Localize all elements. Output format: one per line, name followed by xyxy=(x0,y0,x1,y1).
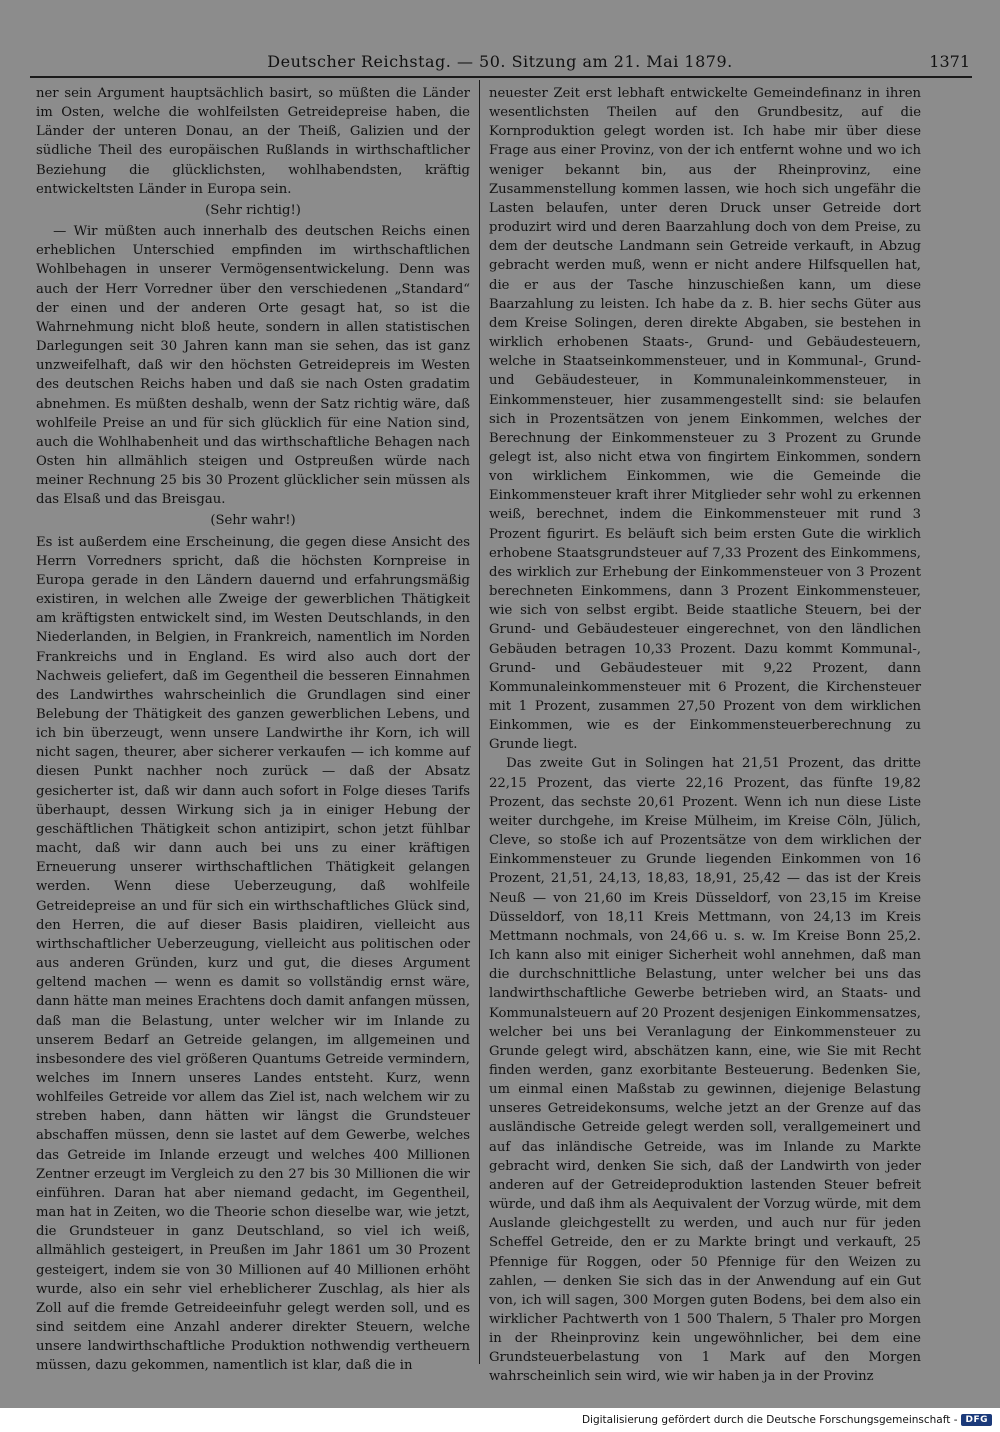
paragraph: — Wir müßten auch innerhalb des deutschen Reichs einen erheblichen Unterschied empfinden im wirthschaftlichen Wohlbehagen in unserer Vermögensentwickelung. Denn was auch der Herr Vorredner über den verschiedenen „Standard“ der einen und der anderen Orte gesagt hat, so ist die Wahrnehmung nicht bloß heute, sondern in allen statistischen Darlegungen seit 30 Jahren kann man sie sehen, das ist ganz unzweifelhaft, daß wir den höchsten Getreidepreis im Westen des deutschen Reichs haben und daß sie nach Osten gradatim abnehmen. Es müßten deshalb, wenn der Satz richtig wäre, daß wohlfeile Preise an und für sich glücklich für eine Nation sind, auch die Wohlhabenheit und das wirthschaftliche Behagen nach Osten hin allmählich steigen und Ostpreußen würde nach meiner Rechnung 25 bis 30 Prozent glücklicher sein müssen als das Elsaß und das Breisgau. xyxy=(36,224,470,508)
dfg-logo: DFG xyxy=(961,1414,992,1426)
paragraph: neuester Zeit erst lebhaft entwickelte Gemeindefinanz in ihren wesentlichsten Theilen auf den Grundbesitz, auf die Kornproduktion gelegt worden ist. Ich habe mir über diese Frage aus einer Provinz, von der ich entfernt wohne und wo ich weniger bekannt bin, aus der Rheinprovinz, eine Zusammenstellung kommen lassen, wie hoch sich ungefähr die Lasten belaufen, unter deren Druck unser Getreide dort produzirt wird und deren Baarzahlung doch von dem Preise, zu dem der deutsche Landmann sein Getreide verkauft, in Abzug gebracht werden muß, wenn er nicht andere Hilfsquellen hat, die er aus der Tasche hinzuschießen kann, um diese Baarzahlung zu leisten. Ich habe da z. B. hier sechs Güter aus dem Kreise Solingen, deren direkte Abgaben, sie bestehen in wirklich erhobenen Staats-, Grund- und Gebäudesteuern, welche in Staatseinkommensteuer, und in Kommunal-, Grund- und Gebäudesteuer, in Kommunaleinkommensteuer, in Einkommensteuer, hier zusammengestellt sind: sie belaufen sich in Prozentsätzen von jenem Einkommen, welches der Berechnung der Einkommensteuer zu 3 Prozent zu Grunde gelegt ist, also nicht etwa von fingirtem Einkommen, sondern von wirklichem Einkommen, wie die Gemeinde die Einkommensteuer kraft ihrer Mitglieder sehr wohl zu erkennen weiß, berechnet, indem die Einkommensteuer mit rund 3 Prozent figurirt. Es beläuft sich beim ersten Gute die wirklich erhobene Staatsgrundsteuer auf 7,33 Prozent des Einkommens, des wirklich zur Erhebung der Einkommensteuer von 3 Prozent berechneten Einkommens, dann 3 Prozent Einkommensteuer, wie sich von selbst ergibt. Beide staatliche Steuern, bei der Grund- und Gebäudesteuer eingerechnet, von den ländlichen Gebäuden betragen 10,33 Prozent. Dazu kommt Kommunal-, Grund- und Gebäudesteuer mit 9,22 Prozent, dann Kommunaleinkommensteuer mit 6 Prozent, die Kirchensteuer mit 1 Prozent, zusammen 27,50 Prozent von dem wirklichen Einkommen, wie es der Einkommensteuerberechnung zu Grunde liegt. xyxy=(489,86,921,753)
running-title: Deutscher Reichstag. — 50. Sitzung am 21. Mai 1879. xyxy=(267,52,733,71)
page-header xyxy=(30,52,970,76)
interjection: (Sehr richtig!) xyxy=(205,202,301,218)
left-column xyxy=(36,84,471,1374)
right-column xyxy=(489,84,921,1385)
paragraph: Es ist außerdem eine Erscheinung, die gegen diese Ansicht des Herrn Vorredners spricht, daß die höchsten Kornpreise in Europa gerade in den Ländern dauernd und erfahrungsmäßig existiren, in welchen alle Zweige der gewerblichen Thätigkeit am kräftigsten entwickelt sind, im Westen Deutschlands, in den Niederlanden, in Belgien, in Frankreich, namentlich im Norden Frankreichs und in England. Es wird also auch dort der Nachweis geliefert, daß im Gegentheil die besseren Einnahmen des Landwirthes wahrscheinlich die Grundlagen sind einer Belebung der Thätigkeit des ganzen gewerblichen Lebens, und ich bin überzeugt, wenn unsere Landwirthe ihr Korn, ich will nicht sagen, theurer, aber sicherer verkaufen — ich komme auf diesen Punkt nachher noch zurück — daß der Absatz gesicherter ist, daß wir dann auch sofort in Folge dieses Tarifs überhaupt, dessen Wirkung sich ja in einiger Hebung der geschäftlichen Thätigkeit schon antizipirt, schon jetzt fühlbar macht, daß wir dann auch bei uns zu einer kräftigen Erneuerung unserer wirthschaftlichen Thätigkeit gelangen werden. Wenn diese Ueberzeugung, daß wohlfeile Getreidepreise an und für sich ein wirthschaftliches Glück sind, den Herren, die auf dieser Basis plaidiren, vielleicht aus wirthschaftlicher Ueberzeugung, vielleicht aus politischen oder aus anderen Gründen, kurz und gut, die dieses Argument geltend machen — wenn es damit so vollständig ernst wäre, dann hätte man meines Erachtens doch damit anfangen müssen, daß man die Belastung, unter welcher wir im Inlande zu unserem Bedarf an Getreide gelangen, im allgemeinen und insbesondere des viel größeren Quantums Getreide vermindern, welches im Innern unseres Landes entsteht. Kurz, wenn wohlfeiles Getreide vor allem das Ziel ist, nach welchem wir zu streben haben, dann hätten wir längst die Grundsteuer abschaffen müssen, denn sie lastet auf dem Gewerbe, welches das Getreide im Inlande erzeugt und welches 400 Millionen Zentner erzeugt im Vergleich zu den 27 bis 30 Millionen die wir einführen. Daran hat aber niemand gedacht, im Gegentheil, man hat in Zeiten, wo die Theorie schon dieselbe war, wie jetzt, die Grundsteuer in ganz Deutschland, so viel ich weiß, allmählich gesteigert, in Preußen im Jahr 1861 um 30 Prozent gesteigert, indem sie von 30 Millionen auf 40 Millionen erhöht wurde, also ein sehr viel erheblicherer Zuschlag, als hier als Zoll auf die fremde Getreideeinfuhr gelegt werden soll, und es sind seitdem eine Anzahl anderer direkter Steuern, welche unsere landwirthschaftliche Produktion nothwendig vertheuern müssen, dazu gekommen, namentlich ist klar, daß die in xyxy=(36,534,471,1374)
header-rule xyxy=(30,76,972,78)
credit-text: Digitalisierung gefördert durch die Deutsche Forschungsgemeinschaft - xyxy=(581,1414,958,1426)
paragraph: ner sein Argument hauptsächlich basirt, so müßten die Länder im Osten, welche die wohlfeilsten Getreidepreise haben, die Länder der unteren Donau, an der Theiß, Galizien und der südliche Theil des europäischen Rußlands in wirthschaftlicher Beziehung die glücklichsten, wohlhabendsten, kräftig entwickeltsten Länder in Europa sein. xyxy=(36,86,470,197)
paragraph: Das zweite Gut in Solingen hat 21,51 Prozent, das dritte 22,15 Prozent, das vierte 22,16 Prozent, das fünfte 19,82 Prozent, das sechste 20,61 Prozent. Wenn ich nun diese Liste weiter durchgehe, im Kreise Mülheim, im Kreise Cöln, Jülich, Cleve, so stoße ich auf Prozentsätze von dem wirklichen der Einkommensteuer zu Grunde liegenden Einkommen von 16 Prozent, 21,51, 24,13, 18,83, 18,91, 25,42 — das ist der Kreis Neuß — von 21,60 im Kreis Düsseldorf, von 23,15 im Kreise Düsseldorf, von 18,11 Kreis Mettmann, von 24,13 im Kreis Mettmann nochmals, von 24,66 u. s. w. Im Kreise Bonn 25,2. Ich kann also mit einiger Sicherheit wohl annehmen, daß man die durchschnittliche Belastung, unter welcher bei uns das landwirthschaftliche Gewerbe betrieben wird, an Staats- und Kommunalsteuern auf 20 Prozent desjenigen Einkommensatzes, welcher bei uns bei Veranlagung der Einkommensteuer zu Grunde gelegt wird, abschätzen kann, eine, wie Sie mit Recht finden werden, ganz exorbitante Besteuerung. Bedenken Sie, um einmal einen Maßstab zu gewinnen, diejenige Belastung unseres Getreidekonsums, welche jetzt an der Grenze auf das ausländische Getreide gelegt werden soll, verallgemeinert und auf das inländische Getreide, was im Inlande zu Markte gebracht wird, denken Sie sich, daß der Landwirth von jeder anderen auf der Getreideproduktion lastenden Steuer befreit würde, und daß ihm als Aequivalent der Vorzug würde, mit dem Auslande gleichgestellt zu werden, und auch nur für jeden Scheffel Getreide, den er zu Markte bringt und verkauft, 25 Pfennige für Roggen, oder 50 Pfennige für den Weizen zu zahlen, — denken Sie sich das in der Anwendung auf ein Gut von, ich will sagen, 300 Morgen guten Bodens, bei dem also ein wirklicher Pachtwerth von 1 500 Thalern, 5 Thaler pro Morgen in der Rheinprovinz kein ungewöhnlicher, bei dem eine Grundsteuerbelastung von 1 Mark auf den Morgen wahrscheinlich sein wird, wie wir haben ja in der Provinz xyxy=(489,756,921,1385)
page-number: 1371 xyxy=(929,52,970,71)
column-divider xyxy=(479,80,480,1364)
interjection: (Sehr wahr!) xyxy=(210,513,296,529)
digitization-credit xyxy=(582,1414,992,1426)
